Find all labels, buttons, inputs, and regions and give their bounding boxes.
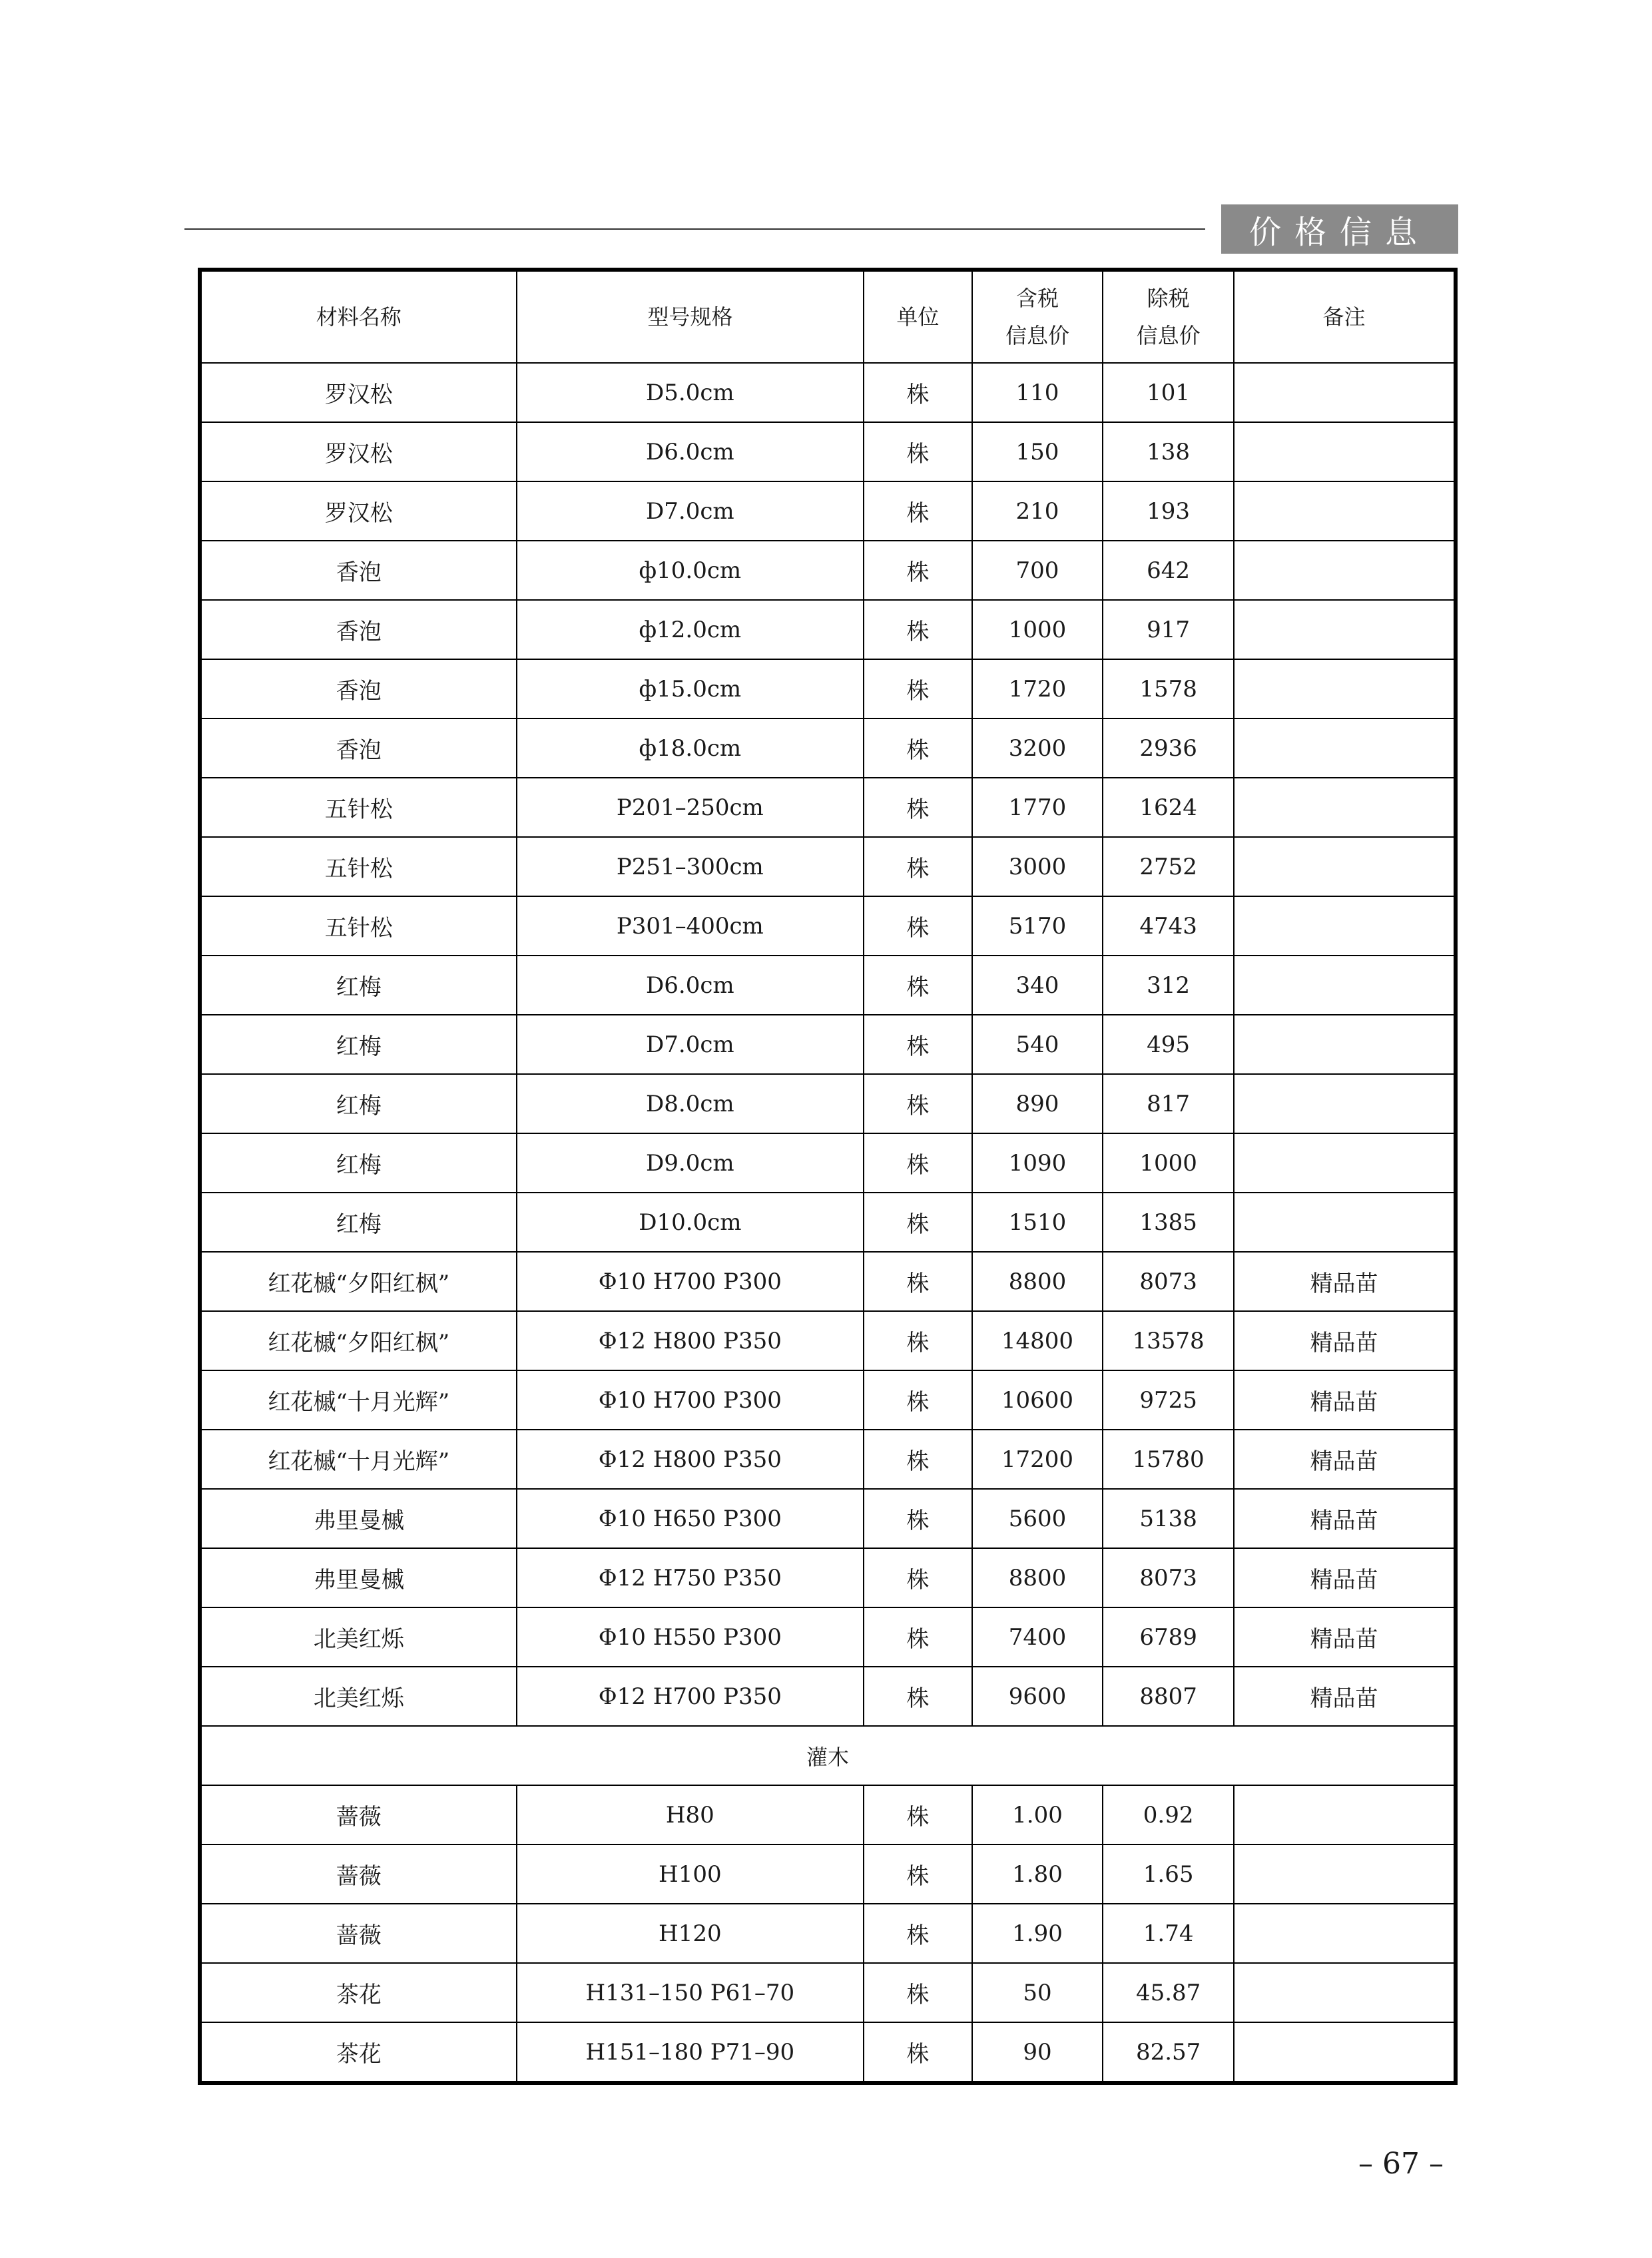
cell-price-tax: 50 (972, 1963, 1103, 2022)
cell-price-tax: 1770 (972, 778, 1103, 837)
cell-material: 五针松 (200, 896, 517, 956)
cell-unit: 株 (864, 1904, 972, 1963)
cell-unit: 株 (864, 659, 972, 718)
cell-remark (1234, 718, 1456, 778)
cell-price-notax: 8073 (1103, 1548, 1234, 1607)
cell-price-notax: 9725 (1103, 1370, 1234, 1430)
cell-remark: 精品苗 (1234, 1311, 1456, 1370)
cell-spec: H120 (517, 1904, 864, 1963)
cell-price-notax: 312 (1103, 956, 1234, 1015)
cell-unit: 株 (864, 363, 972, 422)
cell-price-tax: 540 (972, 1015, 1103, 1074)
cell-price-tax: 1090 (972, 1133, 1103, 1193)
col-header-price-tax: 含税 信息价 (972, 270, 1103, 363)
table-row (200, 541, 1456, 600)
cell-remark: 精品苗 (1234, 1430, 1456, 1489)
cell-remark (1234, 1785, 1456, 1844)
cell-material: 罗汉松 (200, 422, 517, 481)
cell-unit: 株 (864, 1548, 972, 1607)
cell-remark (1234, 1844, 1456, 1904)
cell-price-notax: 2936 (1103, 718, 1234, 778)
table-header-row (200, 270, 1456, 363)
cell-remark: 精品苗 (1234, 1489, 1456, 1548)
table-row (200, 1252, 1456, 1311)
cell-price-notax: 817 (1103, 1074, 1234, 1133)
cell-price-notax: 6789 (1103, 1607, 1234, 1667)
table-row (200, 1904, 1456, 1963)
cell-price-notax: 4743 (1103, 896, 1234, 956)
cell-price-notax: 1385 (1103, 1193, 1234, 1252)
cell-material: 蔷薇 (200, 1904, 517, 1963)
table-row (200, 1963, 1456, 2022)
cell-remark: 精品苗 (1234, 1548, 1456, 1607)
cell-price-notax: 917 (1103, 600, 1234, 659)
cell-spec: D6.0cm (517, 422, 864, 481)
cell-unit: 株 (864, 956, 972, 1015)
cell-material: 红梅 (200, 1074, 517, 1133)
cell-unit: 株 (864, 1607, 972, 1667)
cell-material: 蔷薇 (200, 1785, 517, 1844)
table-row (200, 481, 1456, 541)
cell-spec: Φ12 H700 P350 (517, 1667, 864, 1726)
cell-spec: ф15.0cm (517, 659, 864, 718)
table-row (200, 1430, 1456, 1489)
cell-spec: D7.0cm (517, 1015, 864, 1074)
col-header-material: 材料名称 (200, 270, 517, 363)
cell-material: 红梅 (200, 1193, 517, 1252)
table-row (200, 659, 1456, 718)
cell-price-tax: 1510 (972, 1193, 1103, 1252)
cell-material: 红花槭“十月光辉” (200, 1430, 517, 1489)
table-row (200, 1311, 1456, 1370)
cell-material: 香泡 (200, 659, 517, 718)
cell-material: 茶花 (200, 2022, 517, 2083)
cell-unit: 株 (864, 422, 972, 481)
cell-price-notax: 642 (1103, 541, 1234, 600)
cell-material: 红花槭“夕阳红枫” (200, 1311, 517, 1370)
cell-spec: Φ12 H800 P350 (517, 1430, 864, 1489)
cell-remark: 精品苗 (1234, 1370, 1456, 1430)
page-number: – 67 – (1358, 2147, 1444, 2181)
cell-spec: Φ10 H700 P300 (517, 1252, 864, 1311)
table-row (200, 1074, 1456, 1133)
cell-remark (1234, 541, 1456, 600)
cell-price-notax: 8073 (1103, 1252, 1234, 1311)
cell-unit: 株 (864, 837, 972, 896)
cell-spec: H131–150 P61–70 (517, 1963, 864, 2022)
cell-spec: H151–180 P71–90 (517, 2022, 864, 2083)
cell-spec: P251–300cm (517, 837, 864, 896)
table-row (200, 718, 1456, 778)
col-header-remark: 备注 (1234, 270, 1456, 363)
cell-price-tax: 340 (972, 956, 1103, 1015)
cell-price-tax: 1.00 (972, 1785, 1103, 1844)
cell-spec: D7.0cm (517, 481, 864, 541)
cell-remark (1234, 422, 1456, 481)
cell-unit: 株 (864, 1252, 972, 1311)
cell-price-tax: 8800 (972, 1252, 1103, 1311)
cell-material: 红梅 (200, 1015, 517, 1074)
cell-price-notax: 0.92 (1103, 1785, 1234, 1844)
cell-price-tax: 3200 (972, 718, 1103, 778)
cell-material: 红花槭“夕阳红枫” (200, 1252, 517, 1311)
price-table-container (198, 268, 1458, 2085)
cell-remark (1234, 600, 1456, 659)
table-row (200, 1607, 1456, 1667)
cell-price-notax: 15780 (1103, 1430, 1234, 1489)
cell-remark (1234, 956, 1456, 1015)
cell-remark (1234, 1133, 1456, 1193)
cell-spec: Φ12 H750 P350 (517, 1548, 864, 1607)
section-row (200, 1726, 1456, 1785)
cell-material: 五针松 (200, 778, 517, 837)
cell-spec: D8.0cm (517, 1074, 864, 1133)
cell-remark (1234, 1963, 1456, 2022)
cell-material: 香泡 (200, 600, 517, 659)
table-row (200, 1844, 1456, 1904)
cell-price-notax: 8807 (1103, 1667, 1234, 1726)
price-table (198, 268, 1458, 2085)
cell-price-notax: 5138 (1103, 1489, 1234, 1548)
cell-material: 弗里曼槭 (200, 1548, 517, 1607)
cell-price-notax: 1.74 (1103, 1904, 1234, 1963)
cell-material: 北美红烁 (200, 1667, 517, 1726)
table-row (200, 1370, 1456, 1430)
cell-spec: Φ10 H700 P300 (517, 1370, 864, 1430)
cell-material: 红梅 (200, 1133, 517, 1193)
table-row (200, 1489, 1456, 1548)
cell-unit: 株 (864, 481, 972, 541)
cell-spec: Φ12 H800 P350 (517, 1311, 864, 1370)
cell-spec: ф12.0cm (517, 600, 864, 659)
section-title: 价格信息 (1221, 204, 1458, 254)
cell-price-notax: 1624 (1103, 778, 1234, 837)
cell-remark: 精品苗 (1234, 1667, 1456, 1726)
cell-unit: 株 (864, 2022, 972, 2083)
cell-price-tax: 150 (972, 422, 1103, 481)
section-label: 灌木 (200, 1726, 1456, 1785)
cell-price-tax: 5600 (972, 1489, 1103, 1548)
cell-price-tax: 5170 (972, 896, 1103, 956)
cell-unit: 株 (864, 1015, 972, 1074)
cell-price-tax: 17200 (972, 1430, 1103, 1489)
cell-spec: Φ10 H550 P300 (517, 1607, 864, 1667)
col-header-price-notax: 除税 信息价 (1103, 270, 1234, 363)
cell-price-tax: 1.80 (972, 1844, 1103, 1904)
cell-price-notax: 1578 (1103, 659, 1234, 718)
cell-material: 罗汉松 (200, 481, 517, 541)
cell-spec: D5.0cm (517, 363, 864, 422)
cell-unit: 株 (864, 1193, 972, 1252)
cell-unit: 株 (864, 1133, 972, 1193)
table-row (200, 1667, 1456, 1726)
cell-spec: Φ10 H650 P300 (517, 1489, 864, 1548)
cell-unit: 株 (864, 1430, 972, 1489)
cell-spec: ф10.0cm (517, 541, 864, 600)
cell-spec: ф18.0cm (517, 718, 864, 778)
cell-remark (1234, 1015, 1456, 1074)
cell-price-tax: 3000 (972, 837, 1103, 896)
cell-remark (1234, 481, 1456, 541)
cell-unit: 株 (864, 718, 972, 778)
header-rule (184, 228, 1205, 230)
cell-unit: 株 (864, 1489, 972, 1548)
cell-spec: D9.0cm (517, 1133, 864, 1193)
cell-price-notax: 495 (1103, 1015, 1234, 1074)
cell-unit: 株 (864, 600, 972, 659)
cell-price-notax: 138 (1103, 422, 1234, 481)
cell-remark: 精品苗 (1234, 1252, 1456, 1311)
table-row (200, 896, 1456, 956)
cell-price-tax: 14800 (972, 1311, 1103, 1370)
cell-material: 弗里曼槭 (200, 1489, 517, 1548)
cell-material: 香泡 (200, 718, 517, 778)
cell-price-tax: 700 (972, 541, 1103, 600)
cell-unit: 株 (864, 1963, 972, 2022)
cell-remark (1234, 1904, 1456, 1963)
col-header-unit: 单位 (864, 270, 972, 363)
table-row (200, 363, 1456, 422)
cell-material: 红梅 (200, 956, 517, 1015)
table-row (200, 1548, 1456, 1607)
table-row (200, 1785, 1456, 1844)
table-row (200, 600, 1456, 659)
cell-material: 北美红烁 (200, 1607, 517, 1667)
table-row (200, 1193, 1456, 1252)
table-row (200, 778, 1456, 837)
table-row (200, 956, 1456, 1015)
cell-spec: P201–250cm (517, 778, 864, 837)
cell-material: 蔷薇 (200, 1844, 517, 1904)
cell-remark (1234, 363, 1456, 422)
cell-unit: 株 (864, 1074, 972, 1133)
cell-price-tax: 8800 (972, 1548, 1103, 1607)
cell-price-notax: 193 (1103, 481, 1234, 541)
cell-spec: D6.0cm (517, 956, 864, 1015)
cell-price-notax: 101 (1103, 363, 1234, 422)
table-row (200, 1133, 1456, 1193)
cell-price-tax: 890 (972, 1074, 1103, 1133)
cell-material: 香泡 (200, 541, 517, 600)
cell-price-tax: 1000 (972, 600, 1103, 659)
cell-material: 罗汉松 (200, 363, 517, 422)
cell-unit: 株 (864, 896, 972, 956)
cell-price-notax: 1000 (1103, 1133, 1234, 1193)
cell-unit: 株 (864, 778, 972, 837)
cell-unit: 株 (864, 1667, 972, 1726)
cell-spec: H100 (517, 1844, 864, 1904)
cell-remark: 精品苗 (1234, 1607, 1456, 1667)
table-body (200, 363, 1456, 2083)
table-row (200, 837, 1456, 896)
cell-price-notax: 1.65 (1103, 1844, 1234, 1904)
cell-price-tax: 7400 (972, 1607, 1103, 1667)
cell-price-tax: 110 (972, 363, 1103, 422)
cell-unit: 株 (864, 1311, 972, 1370)
col-header-spec: 型号规格 (517, 270, 864, 363)
cell-spec: H80 (517, 1785, 864, 1844)
cell-spec: D10.0cm (517, 1193, 864, 1252)
cell-material: 五针松 (200, 837, 517, 896)
cell-price-notax: 82.57 (1103, 2022, 1234, 2083)
cell-price-notax: 13578 (1103, 1311, 1234, 1370)
cell-remark (1234, 837, 1456, 896)
cell-price-tax: 90 (972, 2022, 1103, 2083)
cell-unit: 株 (864, 541, 972, 600)
cell-price-notax: 45.87 (1103, 1963, 1234, 2022)
cell-remark (1234, 778, 1456, 837)
table-row (200, 2022, 1456, 2083)
cell-price-notax: 2752 (1103, 837, 1234, 896)
cell-unit: 株 (864, 1785, 972, 1844)
table-row (200, 422, 1456, 481)
table-row (200, 1015, 1456, 1074)
cell-remark (1234, 896, 1456, 956)
cell-price-tax: 9600 (972, 1667, 1103, 1726)
cell-price-tax: 210 (972, 481, 1103, 541)
cell-spec: P301–400cm (517, 896, 864, 956)
cell-material: 红花槭“十月光辉” (200, 1370, 517, 1430)
cell-price-tax: 10600 (972, 1370, 1103, 1430)
cell-remark (1234, 2022, 1456, 2083)
cell-price-tax: 1720 (972, 659, 1103, 718)
cell-remark (1234, 1193, 1456, 1252)
cell-unit: 株 (864, 1844, 972, 1904)
cell-material: 茶花 (200, 1963, 517, 2022)
cell-remark (1234, 659, 1456, 718)
cell-remark (1234, 1074, 1456, 1133)
cell-unit: 株 (864, 1370, 972, 1430)
cell-price-tax: 1.90 (972, 1904, 1103, 1963)
